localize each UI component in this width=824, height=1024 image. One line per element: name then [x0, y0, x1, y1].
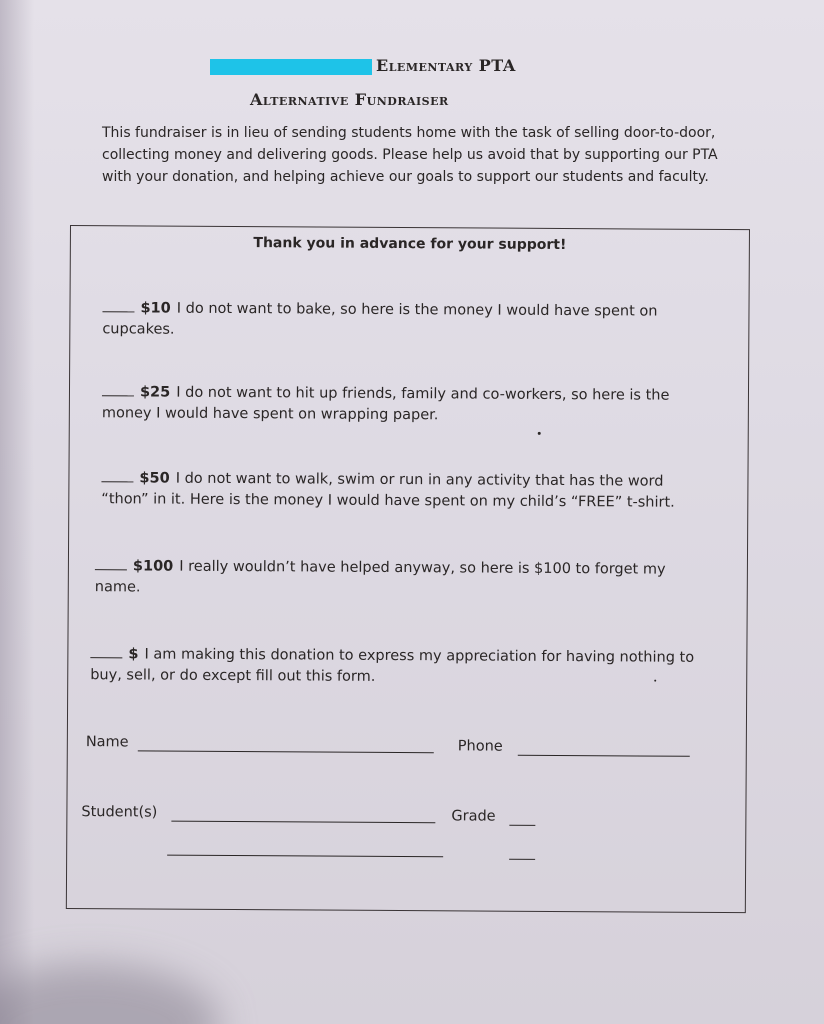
option-50-text: I do not want to walk, swim or run in any activity that has the word “thon” in it. Here is the money I would have spent on my child’s “FREE” t-shirt. [101, 470, 675, 511]
grade-field-2[interactable] [509, 859, 535, 860]
ink-speck [654, 680, 656, 682]
student-field-2[interactable] [167, 855, 443, 858]
grade-label: Grade [451, 808, 496, 825]
donation-form-box [66, 225, 750, 913]
option-50-blank[interactable] [101, 469, 133, 482]
intro-paragraph: This fundraiser is in lieu of sending students home with the task of selling door-to-door, collecting money and delivering goods. Please help us avoid that by supporting our PTA with your donation, and helping achieve our goals to support our students and faculty. [102, 125, 718, 185]
option-custom [90, 644, 700, 690]
option-custom-amount: $ [128, 646, 139, 663]
option-100 [95, 556, 705, 602]
option-10 [102, 298, 712, 344]
redaction-bar [210, 59, 372, 75]
option-10-text: I do not want to bake, so here is the money I would have spent on cupcakes. [102, 300, 658, 338]
option-50 [101, 468, 711, 514]
phone-field[interactable] [518, 755, 690, 757]
school-name: Elementary PTA [376, 56, 516, 75]
name-label: Name [85, 734, 129, 751]
option-10-blank[interactable] [102, 299, 134, 312]
phone-label: Phone [457, 738, 503, 755]
option-100-amount: $100 [132, 558, 174, 575]
option-100-text: I really wouldn’t have helped anyway, so here is $100 to forget my name. [94, 558, 666, 596]
page-title [210, 56, 630, 80]
option-100-blank[interactable] [95, 557, 127, 570]
option-10-amount: $10 [140, 300, 171, 317]
name-field[interactable] [138, 750, 434, 753]
option-50-amount: $50 [139, 470, 170, 487]
option-custom-text: I am making this donation to express my appreciation for having nothing to buy, sell, or do except fill out this form. [90, 646, 695, 685]
option-25-blank[interactable] [102, 383, 134, 396]
grade-field-1[interactable] [509, 825, 535, 826]
form-heading: Thank you in advance for your support! [253, 235, 567, 254]
photo-shadow [0, 964, 220, 1024]
student-field-1[interactable] [171, 821, 435, 824]
option-25-amount: $25 [139, 384, 171, 401]
option-custom-blank[interactable] [90, 645, 122, 658]
option-25 [102, 382, 712, 428]
subtitle: Alternative Fundraiser [250, 90, 449, 109]
ink-speck [538, 432, 541, 435]
option-25-text: I do not want to hit up friends, family and co-workers, so here is the money I would have spent on wrapping paper. [101, 384, 670, 424]
students-label: Student(s) [81, 804, 158, 821]
